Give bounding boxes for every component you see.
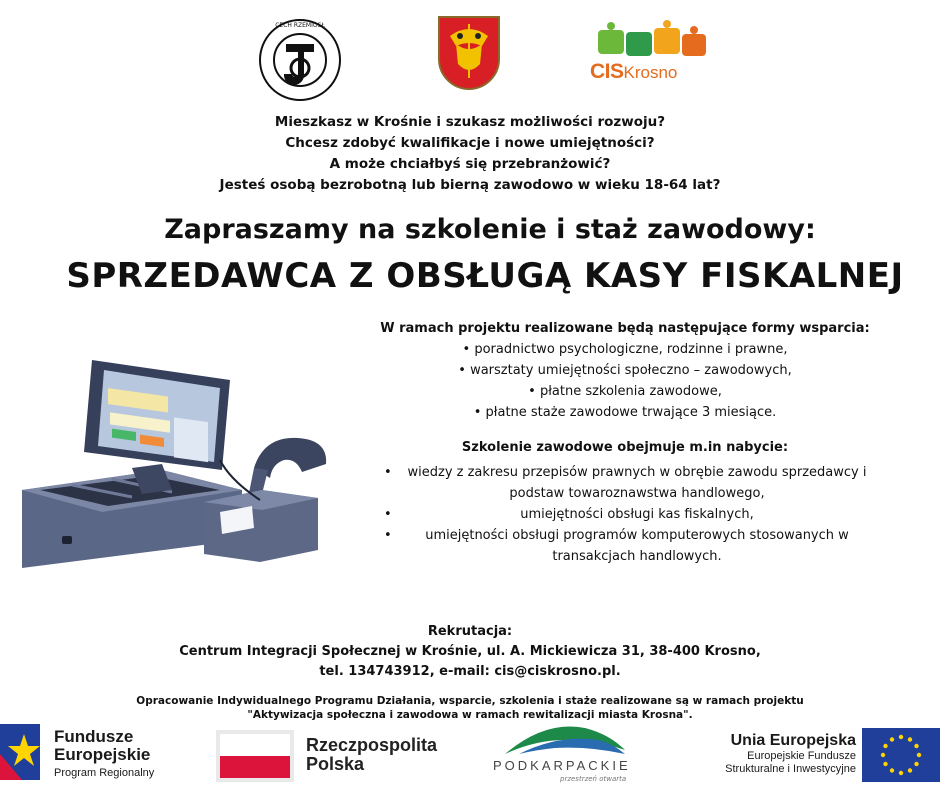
- course-item: • umiejętności obsługi programów komputerowych stosowanych w transakcjach handlowych.: [380, 525, 880, 567]
- cis-puzzle-logo: [590, 20, 714, 96]
- cash-register-illustration: [22, 350, 340, 568]
- fe-line1: Fundusze: [54, 727, 134, 746]
- rp-line1: Rzeczpospolita: [306, 735, 438, 755]
- course-heading: Szkolenie zawodowe obejmuje m.in nabycie:: [461, 440, 789, 455]
- cis-logo-text-part2: Krosno: [623, 63, 678, 82]
- cech-rzemiosl-logo: [258, 18, 342, 102]
- course-item: • umiejętności obsługi kas fiskalnych,: [380, 504, 880, 525]
- fe-line3: Program Regionalny: [54, 767, 155, 779]
- rp-line2: Polska: [306, 754, 365, 774]
- eu-flag: [862, 728, 940, 782]
- support-heading: W ramach projektu realizowane będą następujące formy wsparcia:: [380, 321, 870, 336]
- intro-line: Jesteś osobą bezrobotną lub bierną zawodowo w wieku 18-64 lat?: [219, 177, 721, 193]
- recruitment-contact: tel. 134743912, e-mail: cis@ciskrosno.pl.: [319, 664, 621, 679]
- recruitment-address: Centrum Integracji Społecznej w Krośnie, ul. A. Mickiewicza 31, 38-400 Krosno,: [179, 644, 761, 659]
- footnote-line: "Aktywizacja społeczna i zawodowa w ramach rewitalizacji miasta Krosna".: [247, 709, 693, 721]
- podkarpackie-text: PODKARPACKIE: [493, 758, 631, 773]
- podkarpackie-logo: [505, 724, 625, 758]
- fundusze-europejskie-text: [54, 728, 154, 779]
- fundusze-europejskie-icon: [0, 724, 40, 780]
- headline: Zapraszamy na szkolenie i staż zawodowy:: [164, 214, 816, 245]
- rzeczpospolita-text: [306, 736, 437, 774]
- polish-flag: [216, 730, 294, 782]
- footnote-line: Opracowanie Indywidualnego Programu Działania, wsparcie, szkolenia i staże realizowane są w ramach projektu: [136, 695, 804, 707]
- support-item: • warsztaty umiejętności społeczno – zawodowych,: [458, 363, 792, 378]
- ue-sub2: Strukturalne i Inwestycyjne: [725, 763, 856, 775]
- intro-line: Mieszkasz w Krośnie i szukasz możliwości rozwoju?: [274, 114, 666, 130]
- svg-text:CECH RZEMIOSŁ: CECH RZEMIOSŁ: [275, 22, 325, 29]
- course-item: • wiedzy z zakresu przepisów prawnych w obrębie zawodu sprzedawcy i podstaw towaroznawstwa handlowego,: [380, 462, 880, 504]
- course-list: [380, 462, 880, 567]
- intro-line: A może chciałbyś się przebranżowić?: [329, 156, 611, 172]
- course-title: SPRZEDAWCA Z OBSŁUGĄ KASY FISKALNEJ: [66, 256, 904, 296]
- unia-europejska-text: [696, 732, 856, 776]
- project-footnote: [0, 694, 940, 722]
- support-section: [370, 318, 880, 423]
- recruitment-heading: Rekrutacja:: [427, 624, 513, 639]
- support-item: • płatne szkolenia zawodowe,: [528, 384, 722, 399]
- recruitment-section: [0, 622, 940, 682]
- krosno-coat-of-arms: [436, 14, 502, 92]
- cis-logo-text: [590, 60, 677, 84]
- ue-title: Unia Europejska: [730, 732, 856, 749]
- cis-logo-text-part1: CIS: [590, 60, 624, 83]
- fe-line2: Europejskie: [54, 745, 151, 764]
- support-item: • poradnictwo psychologiczne, rodzinne i prawne,: [462, 342, 788, 357]
- podkarpackie-subtext: przestrzeń otwarta: [560, 775, 627, 783]
- intro-line: Chcesz zdobyć kwalifikacje i nowe umiejętności?: [285, 135, 655, 151]
- intro-questions: [0, 112, 940, 196]
- support-item: • płatne staże zawodowe trwające 3 miesiące.: [473, 405, 777, 420]
- ue-sub1: Europejskie Fundusze: [747, 750, 856, 762]
